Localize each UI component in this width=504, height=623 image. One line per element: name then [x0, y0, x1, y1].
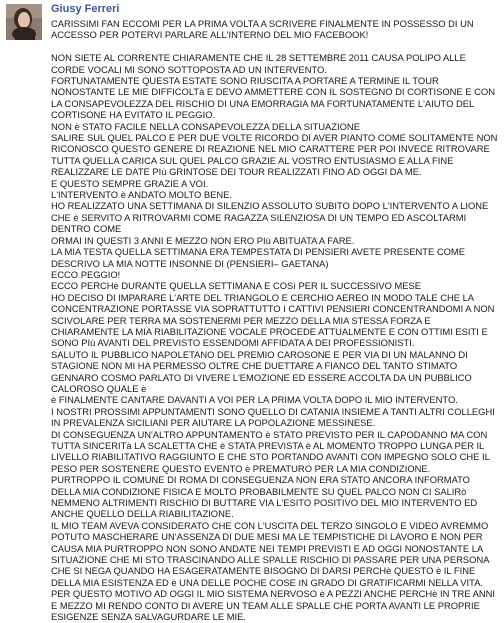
- message-paragraph: PURTROPPO IL COMUNE DI ROMA DI CONSEGUENZA NON ERA STATO ANCORA INFORMATO DELLA MIA CONDIZIONE FISICA E MOLTO PROBABILMENTE SU QUEL PALCO NON CI SALIRò NEMMENO ALTRIMENTI RISCHIO DI BUTTARE VIA L'ESITO POSITIVO DEL MIO INTERVENTO ED ANCHE QUELLO DELLA RIABILITAZIONE.: [51, 474, 478, 520]
- message-paragraph: NON è STATO FACILE NELLA CONSAPEVOLEZZA DELLA SITUAZIONE: [51, 120, 360, 132]
- avatar-photo-icon: [6, 4, 42, 40]
- message-paragraph: LA MIA TESTA QUELLA SETTIMANA ERA TEMPESTATA DI PENSIERI AVETE PRESENTE COME DESCRIVO LA MIA NOTTE INSONNE DI (PENSIERI– GAETANA): [51, 246, 465, 269]
- message-paragraph: ORMAI IN QUESTI 3 ANNI E MEZZO NON ERO PIù ABITUATA A FARE.: [51, 234, 355, 246]
- author-name-link[interactable]: Giusy Ferreri: [51, 3, 120, 15]
- message-paragraph: L'INTERVENTO è ANDATO MOLTO BENE.: [51, 189, 233, 201]
- message-paragraph: SALUTO IL PUBBLICO NAPOLETANO DEL PREMIO CAROSONE E PER VIA DI UN MALANNO DI STAGIONE NON MI HA PERMESSO OLTRE CHE DUETTARE A FIANCO DEL TANTO STIMATO GENNARO COSMO PARLATO DI VIVERE L'EMOZIONE ED ESSERE ACCOLTA DA UN PUBBLICO CALOROSO QUALE è: [51, 348, 472, 394]
- message-paragraph: PER QUESTO MOTIVO AD OGGI IL MIO SISTEMA NERVOSO è A PEZZI ANCHE PERCHè IN TRE ANNI E MEZZO MI RENDO CONTO DI AVERE UN TEAM ALLE SPALLE CHE PORTA AVANTI LE PROPRIE ESIGENZE SENZA SALVAGURDARE LE MIE.: [51, 588, 496, 623]
- message-paragraph: FORTUNATAMENTE QUESTA ESTATE SONO RIUSCITA A PORTARE A TERMINE IL TOUR NONOSTANTE LE MIE DIFFICOLTà E DEVO AMMETTERE CON IL SOSTEGNO DI CORTISONE E CON LA CONSAPEVOLEZZA DEL RISCHIO DI UNA EMORRAGIA MA FORTUNATAMENTE L'AIUTO DEL CORTISONE HA EVITATO IL PEGGIO.: [51, 75, 495, 121]
- message-paragraph: NON SIETE AL CORRENTE CHIARAMENTE CHE IL 28 SETTEMBRE 2011 CAUSA POLIPO ALLE CORDE VOCALI MI SONO SOTTOPOSTA AD UN INTERVENTO.: [51, 52, 466, 75]
- message-paragraph: DI CONSEGUENZA UN'ALTRO APPUNTAMENTO è STATO PREVISTO PER IL CAPODANNO MA CON TUTTA SINCERITà LA SCALETTA CHE è STATA PREVISTA è AL MOMENTO TROPPO LUNGA PER IL LIVELLO RIABILITATIVO RAGGIUNTO E CHE STO PORTANDO AVANTI CON IMPEGNO SOLO CHE IL PESO PER SOSTENERE QUESTO EVENTO è PREMATURO PER LA MIA CONDIZIONE.: [51, 428, 490, 474]
- message-paragraph: I NOSTRI PROSSIMI APPUNTAMENTI SONO QUELLO DI CATANIA INSIEME A TANTI ALTRI COLLEGHI IN PREVALENZA SICILIANI PER AIUTARE LA POPOLAZIONE MESSINESE.: [51, 405, 495, 429]
- message-paragraph: SALIRE SUL QUEL PALCO E PER DUE VOLTE RICORDO DI AVER PIANTO COME SOLITAMENTE NON RICONOSCO QUESTO GENERE DI REAZIONE NEL MIO CARATTERE PER POI INVECE RITROVARE TUTTA QUELLA CARICA SUL QUEL PALCO GRAZIE AL VOSTRO ENTUSIASMO E ALLA FINE REALIZZARE LE DATE PIù GRINTOSE DEI TOUR REALIZZATI FINO AD OGGI DA ME.: [51, 132, 498, 178]
- post-message: [51, 18, 500, 623]
- message-paragraph: ECCO PERCHè DURANTE QUELLA SETTIMANA E COSì PER IL SUCCESSIVO MESE: [51, 280, 422, 292]
- message-paragraph: CARISSIMI FAN ECCOMI PER LA PRIMA VOLTA A SCRIVERE FINALMENTE IN POSSESSO DI UN ACCESSO PER POTERVI PARLARE ALL'INTERNO DEL MIO FACEBOOK!: [51, 18, 474, 41]
- author-avatar[interactable]: [6, 4, 42, 40]
- message-paragraph: HO REALIZZATO UNA SETTIMANA DI SILENZIO ASSOLUTO SUBITO DOPO L'INTERVENTO A LIONE CHE è SERVITO A RITROVARMI COME RAGAZZA SILENZIOSA DI UN TEMPO ED ASCOLTARMI DENTRO COME: [51, 200, 489, 235]
- message-paragraph: HO DECISO DI IMPARARE L'ARTE DEL TRIANGOLO E CERCHIO AEREO IN MODO TALE CHE LA CONCENTRAZIONE PORTASSE VIA SOPRATTUTTO I CATTIVI PENSIERI CONCENTRANDOMI A NON SCIVOLARE PER TERRA MA SOSTENERMI PER MEZZO DELLA MIA STESSA FORZA E CHIARAMENTE LA MIA RIABILITAZIONE VOCALE PROCEDE ATTUALMENTE E CON OTTIMI ESITI E SONO PIù AVANTI DEL PREVISTO ESSENDOMI AFFIDATA A DEI PROFESSIONISTI.: [51, 291, 495, 349]
- message-paragraph: ECCO PEGGIO!: [51, 268, 121, 280]
- message-paragraph: E QUESTO SEMPRE GRAZIE A VOI.: [51, 177, 209, 189]
- message-paragraph: IL MIO TEAM AVEVA CONSIDERATO CHE CON L'USCITA DEL TERZO SINGOLO E VIDEO AVREMMO POTUTO MASCHERARE UN'ASSENZA DI DUE MESI MA LE TEMPISTICHE DI LAVORO E NON PER CAUSA MIA PURTROPPO NON SONO ANDATE NEI TEMPI PREVISTI E AD OGGI NONOSTANTE LA SITUAZIONE CHE MI STO TRASCINANDO ALLE SPALLE RISCHIO DI PASSARE PER UNA PERSONA CHE SI NEGA QUANDO HA ESAGERATAMENTE BISOGNO DI DARSI PERCHè QUESTO è IL FINE DELLA MIA ESISTENZA ED è UNA DELLE POCHE COSE IN GRADO DI GRATIFICARMI NELLA VITA.: [51, 519, 489, 588]
- message-paragraph: è FINALMENTE CANTARE DAVANTI A VOI PER LA PRIMA VOLTA DOPO IL MIO INTERVENTO.: [51, 394, 458, 406]
